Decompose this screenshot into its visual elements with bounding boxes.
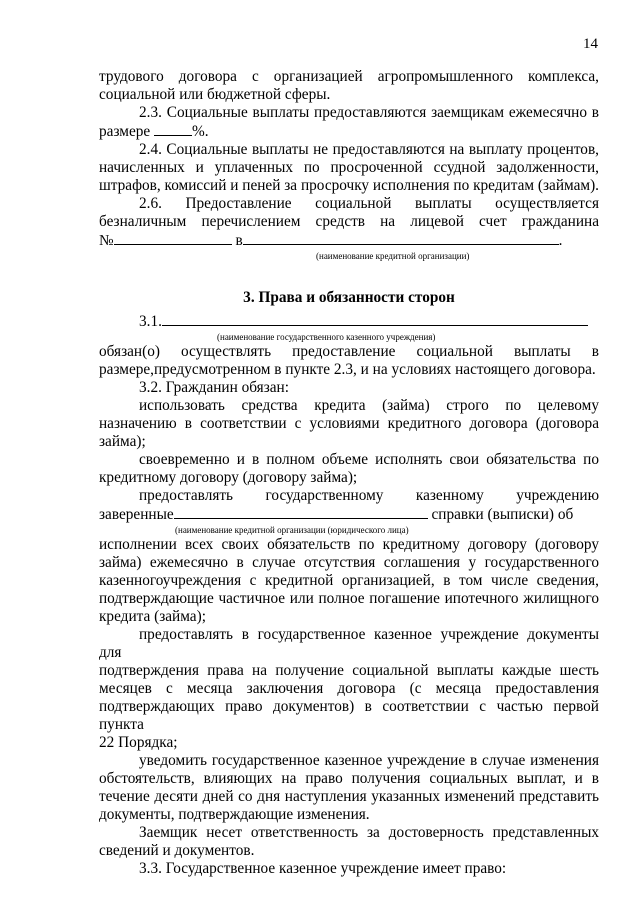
text-fragment: № bbox=[99, 232, 114, 249]
text-line bbox=[99, 505, 599, 524]
text-line: месяцев с месяца заключения договора (с месяца предоставления bbox=[99, 680, 599, 697]
section-heading: 3. Права и обязанности сторон bbox=[243, 289, 455, 306]
paragraph-3-1 bbox=[99, 312, 599, 379]
field-caption: (наименование государственного казенного учреждения) bbox=[217, 332, 436, 342]
text-line: сведений и документов. bbox=[99, 842, 255, 859]
text-line bbox=[99, 312, 599, 331]
text-line: займа); bbox=[99, 433, 146, 450]
text-fragment: размере bbox=[99, 123, 151, 140]
text-line: 2.3. Социальные выплаты предоставляются заемщикам ежемесячно в bbox=[139, 104, 599, 121]
responsibility-paragraph bbox=[99, 824, 599, 860]
obligation-item bbox=[99, 626, 599, 752]
text-fragment: в bbox=[235, 232, 243, 249]
text-line: использовать средства кредита (займа) строго по целевому bbox=[139, 397, 599, 414]
text-line: социальной или бюджетной сферы. bbox=[99, 86, 331, 103]
text-line: штрафов, комиссий и пеней за просрочку исполнения по кредитам (займам). bbox=[99, 177, 599, 194]
text-line: назначению в соответствии с условиями кредитного договора (договора bbox=[99, 415, 599, 432]
institution-blank-field bbox=[162, 312, 588, 326]
text-line: обстоятельств, влияющих на право получения социальных выплат, и в bbox=[99, 770, 599, 787]
field-caption: (наименование кредитной организации (юридического лица) bbox=[175, 525, 409, 535]
text-fragment: справки (выписки) об bbox=[431, 506, 574, 523]
text-line: Заемщик несет ответственность за достоверность представленных bbox=[139, 824, 599, 841]
text-line: предоставлять государственному казенному учреждению bbox=[139, 487, 599, 504]
text-line: исполнении всех своих обязательств по кредитному договору (договору bbox=[99, 536, 599, 553]
text-line: своевременно и в полном объеме исполнять свои обязательства по bbox=[139, 451, 599, 468]
paragraph-2-4 bbox=[99, 141, 599, 195]
credit-organization-blank-field bbox=[243, 231, 559, 245]
text-line: подтверждающих право документов) в соответствии с частью первой пункта bbox=[99, 698, 599, 733]
text-line: подтверждения права на получение социальной выплаты каждые шесть bbox=[99, 662, 599, 679]
obligation-item bbox=[99, 752, 599, 824]
credit-organization-blank-field bbox=[174, 505, 428, 519]
paragraph-3-3: 3.3. Государственное казенное учреждение имеет право: bbox=[139, 860, 507, 877]
text-line: казенногоучреждения с кредитной организацией, в том числе сведения, bbox=[99, 572, 599, 589]
text-line: 3.2. Гражданин обязан: bbox=[139, 379, 289, 396]
text-line: безналичным перечислением средств на лицевой счет гражданина bbox=[99, 213, 599, 230]
paragraph-3-2 bbox=[99, 379, 599, 824]
page-number: 14 bbox=[583, 36, 598, 52]
text-line: 22 Порядка; bbox=[99, 734, 178, 751]
text-fragment: заверенные bbox=[99, 506, 174, 523]
text-line: 2.6. Предоставление социальной выплаты осуществляется bbox=[139, 195, 599, 212]
text-line: кредитному договору (договору займа); bbox=[99, 469, 358, 486]
paragraph-2-3 bbox=[99, 104, 599, 141]
field-caption: (наименование кредитной организации) bbox=[316, 251, 470, 261]
text-line: течение десяти дней со дня наступления указанных изменений представить bbox=[99, 788, 599, 805]
text-line: предоставлять в государственное казенное учреждение документы для bbox=[99, 626, 599, 661]
obligation-item bbox=[99, 487, 599, 626]
obligation-item bbox=[99, 451, 599, 487]
text-line: 2.4. Социальные выплаты не предоставляются на выплату процентов, bbox=[139, 141, 599, 158]
text-line: кредита (займа); bbox=[99, 608, 206, 625]
paragraph-continuation bbox=[99, 68, 599, 104]
text-fragment: 3.1. bbox=[139, 313, 162, 330]
account-number-blank-field bbox=[114, 231, 232, 245]
text-line: начисленных и уплаченных по просроченной ссудной задолженности, bbox=[99, 159, 599, 176]
text-line: подтверждающие частичное или полное погашение ипотечного жилищного bbox=[99, 590, 599, 607]
document-body bbox=[99, 68, 599, 878]
text-line bbox=[99, 231, 599, 250]
paragraph-2-6 bbox=[99, 195, 599, 262]
text-fragment: %. bbox=[192, 123, 209, 140]
text-fragment: . bbox=[558, 232, 563, 249]
obligation-item bbox=[99, 397, 599, 451]
percent-blank-field bbox=[154, 122, 192, 136]
text-line: документы, подтверждающие изменения. bbox=[99, 806, 370, 823]
text-line: займа) ежемесячно в случае отсутствия соглашения у государственного bbox=[99, 554, 599, 571]
text-line bbox=[99, 122, 599, 141]
text-line: размере,предусмотренном в пункте 2.3, и на условиях настоящего договора. bbox=[99, 361, 596, 378]
text-line: трудового договора с организацией агропромышленного комплекса, bbox=[99, 68, 599, 85]
text-line: обязан(о) осуществлять предоставление социальной выплаты в bbox=[99, 343, 599, 360]
text-line: уведомить государственное казенное учреждение в случае изменения bbox=[139, 752, 599, 769]
